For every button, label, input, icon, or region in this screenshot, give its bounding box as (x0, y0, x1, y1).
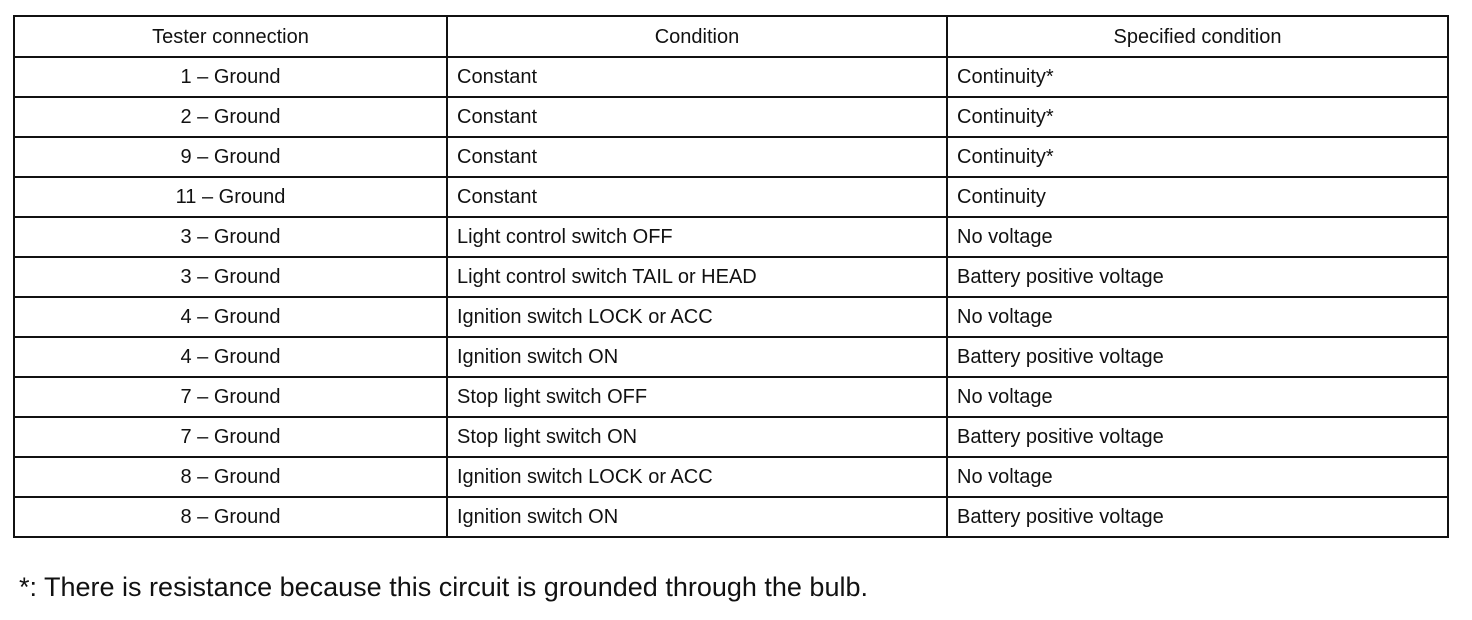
inspection-table (13, 15, 1449, 538)
tester-connection-cell: 2 – Ground (14, 97, 447, 137)
tester-connection-cell: 3 – Ground (14, 257, 447, 297)
condition-cell: Stop light switch OFF (447, 377, 947, 417)
condition-cell: Constant (447, 137, 947, 177)
table-row (14, 137, 1448, 177)
inspection-table-container (13, 15, 1447, 538)
tester-connection-cell: 4 – Ground (14, 297, 447, 337)
header-tester-connection: Tester connection (14, 16, 447, 57)
table-row (14, 217, 1448, 257)
specified-condition-cell: Continuity* (947, 137, 1448, 177)
table-row (14, 177, 1448, 217)
condition-cell: Constant (447, 97, 947, 137)
table-row (14, 57, 1448, 97)
specified-condition-cell: No voltage (947, 217, 1448, 257)
header-specified-condition: Specified condition (947, 16, 1448, 57)
condition-cell: Constant (447, 177, 947, 217)
condition-cell: Ignition switch ON (447, 337, 947, 377)
table-row (14, 377, 1448, 417)
table-row (14, 457, 1448, 497)
table-header-row (14, 16, 1448, 57)
table-row (14, 97, 1448, 137)
table-body (14, 57, 1448, 537)
condition-cell: Light control switch OFF (447, 217, 947, 257)
condition-cell: Ignition switch ON (447, 497, 947, 537)
condition-cell: Constant (447, 57, 947, 97)
condition-cell: Light control switch TAIL or HEAD (447, 257, 947, 297)
header-condition: Condition (447, 16, 947, 57)
specified-condition-cell: No voltage (947, 377, 1448, 417)
tester-connection-cell: 1 – Ground (14, 57, 447, 97)
tester-connection-cell: 3 – Ground (14, 217, 447, 257)
specified-condition-cell: Battery positive voltage (947, 337, 1448, 377)
table-row (14, 417, 1448, 457)
footnote: *: There is resistance because this circuit is grounded through the bulb. (19, 572, 868, 602)
tester-connection-cell: 4 – Ground (14, 337, 447, 377)
condition-cell: Ignition switch LOCK or ACC (447, 457, 947, 497)
condition-cell: Stop light switch ON (447, 417, 947, 457)
condition-cell: Ignition switch LOCK or ACC (447, 297, 947, 337)
specified-condition-cell: No voltage (947, 457, 1448, 497)
specified-condition-cell: Battery positive voltage (947, 417, 1448, 457)
specified-condition-cell: No voltage (947, 297, 1448, 337)
specified-condition-cell: Battery positive voltage (947, 257, 1448, 297)
table-row (14, 497, 1448, 537)
specified-condition-cell: Continuity (947, 177, 1448, 217)
table-row (14, 257, 1448, 297)
specified-condition-cell: Continuity* (947, 97, 1448, 137)
specified-condition-cell: Continuity* (947, 57, 1448, 97)
tester-connection-cell: 7 – Ground (14, 377, 447, 417)
tester-connection-cell: 9 – Ground (14, 137, 447, 177)
tester-connection-cell: 11 – Ground (14, 177, 447, 217)
table-row (14, 297, 1448, 337)
tester-connection-cell: 8 – Ground (14, 457, 447, 497)
table-row (14, 337, 1448, 377)
tester-connection-cell: 7 – Ground (14, 417, 447, 457)
specified-condition-cell: Battery positive voltage (947, 497, 1448, 537)
tester-connection-cell: 8 – Ground (14, 497, 447, 537)
